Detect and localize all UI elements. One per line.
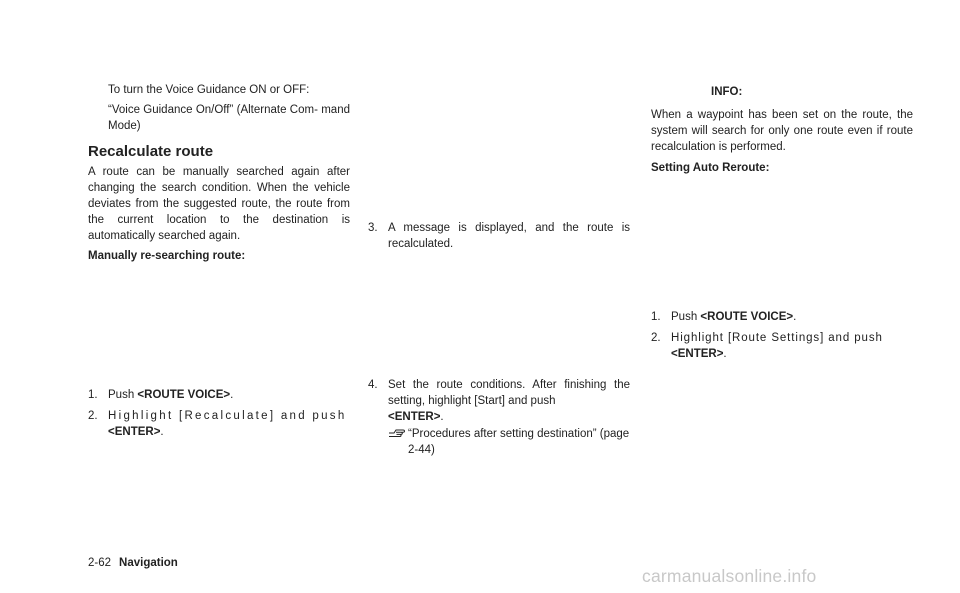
info-label: INFO:	[711, 86, 743, 98]
step-number: 4.	[368, 379, 378, 391]
step-1: 1. Push <ROUTE VOICE>.	[88, 389, 234, 401]
step-number: 2.	[651, 332, 661, 344]
step-2: 2. Highlight [Route Settings] and push <ENTER>.	[651, 332, 883, 360]
step-text: Push	[108, 389, 138, 401]
section-paragraph: A route can be manually searched again after changing the search condition. When the vehicle deviates from the suggested route, the route from the current location to the destination is automatically searched again.	[88, 166, 350, 242]
page-number: 2-62	[88, 557, 112, 569]
step-text: Highlight [Route Settings] and push	[671, 332, 883, 344]
page-footer	[88, 555, 178, 571]
key-enter: <ENTER>	[108, 426, 161, 438]
pointing-hand-icon	[388, 426, 408, 439]
step-number: 1.	[651, 311, 661, 323]
watermark: carmanualsonline.info	[642, 566, 817, 586]
step-text: A message is displayed, and the route is recalculated.	[388, 222, 630, 250]
step-text: Highlight [Recalculate] and push	[108, 410, 347, 422]
reference-text: “Procedures after setting destination” (page 2-44)	[408, 428, 630, 456]
section-name: Navigation	[119, 557, 178, 569]
step-1: 1. Push <ROUTE VOICE>.	[651, 311, 797, 323]
step-text: Push	[671, 311, 701, 323]
step-4: 4. Set the route conditions. After finishing the setting, highlight [Start] and push <ENTER>.	[368, 379, 630, 423]
voice-guidance-intro: To turn the Voice Guidance ON or OFF:	[108, 84, 310, 96]
step-number: 1.	[88, 389, 98, 401]
section-heading: Recalculate route	[88, 143, 214, 160]
voice-guidance-reference: “Voice Guidance On/Off” (Alternate Com- mand Mode)	[108, 104, 350, 132]
step-2: 2. Highlight [Recalculate] and push <ENTER>.	[88, 410, 347, 438]
column-3	[651, 84, 913, 362]
step-number: 3.	[368, 222, 378, 234]
column-2	[368, 220, 630, 458]
subheading-auto-reroute: Setting Auto Reroute:	[651, 162, 770, 174]
subheading-manual-research: Manually re-searching route:	[88, 250, 246, 262]
info-text: When a waypoint has been set on the route, the system will search for only one route even if route recalculation is performed.	[651, 109, 913, 153]
key-route-voice: <ROUTE VOICE>	[700, 311, 794, 323]
step-3	[368, 220, 630, 252]
key-enter: <ENTER>	[388, 411, 441, 423]
column-1	[88, 82, 350, 440]
step-number: 2.	[88, 410, 98, 422]
key-route-voice: <ROUTE VOICE>	[137, 389, 231, 401]
key-enter: <ENTER>	[671, 348, 724, 360]
reference-link[interactable]	[368, 426, 630, 458]
step-text: Set the route conditions. After finishing the setting, highlight [Start] and push	[388, 379, 630, 407]
